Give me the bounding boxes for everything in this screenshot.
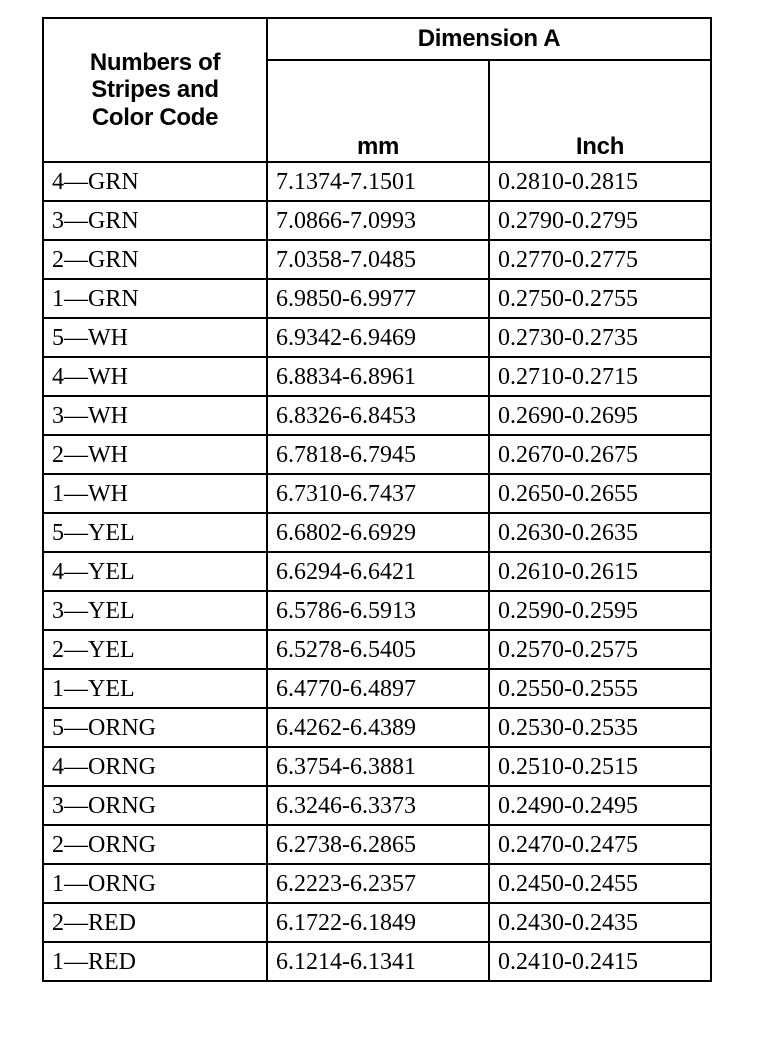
table-row xyxy=(43,903,711,942)
table-row xyxy=(43,708,711,747)
mm-value-cell: 6.3246-6.3373 xyxy=(267,786,489,825)
table-row xyxy=(43,435,711,474)
stripes-header-line-2: Stripes and xyxy=(91,76,219,104)
inch-value-cell: 0.2550-0.2555 xyxy=(489,669,711,708)
stripes-header-line-3: Color Code xyxy=(91,103,219,131)
color-code-cell: 4—ORNG xyxy=(43,747,267,786)
color-code-cell: 5—ORNG xyxy=(43,708,267,747)
inch-value-cell: 0.2630-0.2635 xyxy=(489,513,711,552)
mm-value-cell: 6.9850-6.9977 xyxy=(267,279,489,318)
color-code-cell: 2—WH xyxy=(43,435,267,474)
inch-value-cell: 0.2610-0.2615 xyxy=(489,552,711,591)
inch-value-cell: 0.2690-0.2695 xyxy=(489,396,711,435)
table-row xyxy=(43,162,711,201)
color-code-cell: 3—WH xyxy=(43,396,267,435)
header-row-group xyxy=(43,18,711,60)
mm-value-cell: 6.8834-6.8961 xyxy=(267,357,489,396)
table-row xyxy=(43,942,711,981)
color-code-cell: 1—RED xyxy=(43,942,267,981)
color-code-cell: 3—YEL xyxy=(43,591,267,630)
mm-value-cell: 6.2738-6.2865 xyxy=(267,825,489,864)
inch-value-cell: 0.2710-0.2715 xyxy=(489,357,711,396)
stripes-header-line-1: Numbers of xyxy=(89,48,221,76)
stripes-color-code-header xyxy=(43,18,267,162)
mm-value-cell: 6.3754-6.3881 xyxy=(267,747,489,786)
mm-value-cell: 6.1722-6.1849 xyxy=(267,903,489,942)
inch-value-cell: 0.2410-0.2415 xyxy=(489,942,711,981)
mm-value-cell: 6.7818-6.7945 xyxy=(267,435,489,474)
mm-value-cell: 7.1374-7.1501 xyxy=(267,162,489,201)
table-row xyxy=(43,513,711,552)
color-code-cell: 3—GRN xyxy=(43,201,267,240)
mm-header: mm xyxy=(267,60,489,162)
inch-value-cell: 0.2790-0.2795 xyxy=(489,201,711,240)
inch-value-cell: 0.2590-0.2595 xyxy=(489,591,711,630)
dimension-a-header: Dimension A xyxy=(267,18,711,60)
table-header xyxy=(43,18,711,162)
table-row xyxy=(43,747,711,786)
table-row xyxy=(43,279,711,318)
table-row xyxy=(43,240,711,279)
color-code-cell: 1—GRN xyxy=(43,279,267,318)
inch-value-cell: 0.2450-0.2455 xyxy=(489,864,711,903)
mm-value-cell: 7.0358-7.0485 xyxy=(267,240,489,279)
color-code-cell: 4—GRN xyxy=(43,162,267,201)
mm-value-cell: 6.1214-6.1341 xyxy=(267,942,489,981)
inch-value-cell: 0.2490-0.2495 xyxy=(489,786,711,825)
inch-value-cell: 0.2770-0.2775 xyxy=(489,240,711,279)
inch-value-cell: 0.2570-0.2575 xyxy=(489,630,711,669)
inch-value-cell: 0.2530-0.2535 xyxy=(489,708,711,747)
mm-value-cell: 6.6802-6.6929 xyxy=(267,513,489,552)
color-code-cell: 3—ORNG xyxy=(43,786,267,825)
mm-value-cell: 6.4262-6.4389 xyxy=(267,708,489,747)
table-row xyxy=(43,786,711,825)
inch-value-cell: 0.2470-0.2475 xyxy=(489,825,711,864)
mm-value-cell: 6.8326-6.8453 xyxy=(267,396,489,435)
color-code-cell: 2—YEL xyxy=(43,630,267,669)
mm-value-cell: 6.6294-6.6421 xyxy=(267,552,489,591)
table-row xyxy=(43,669,711,708)
inch-value-cell: 0.2810-0.2815 xyxy=(489,162,711,201)
mm-value-cell: 6.7310-6.7437 xyxy=(267,474,489,513)
mm-value-cell: 6.9342-6.9469 xyxy=(267,318,489,357)
inch-value-cell: 0.2430-0.2435 xyxy=(489,903,711,942)
table-row xyxy=(43,591,711,630)
inch-value-cell: 0.2670-0.2675 xyxy=(489,435,711,474)
mm-value-cell: 6.5786-6.5913 xyxy=(267,591,489,630)
inch-value-cell: 0.2650-0.2655 xyxy=(489,474,711,513)
table-row xyxy=(43,864,711,903)
color-code-cell: 2—ORNG xyxy=(43,825,267,864)
color-code-cell: 2—RED xyxy=(43,903,267,942)
color-code-cell: 5—WH xyxy=(43,318,267,357)
color-code-cell: 4—WH xyxy=(43,357,267,396)
mm-value-cell: 6.2223-6.2357 xyxy=(267,864,489,903)
table-row xyxy=(43,357,711,396)
color-code-cell: 1—WH xyxy=(43,474,267,513)
dimension-table xyxy=(42,17,712,982)
table-row xyxy=(43,630,711,669)
table-row xyxy=(43,552,711,591)
inch-value-cell: 0.2730-0.2735 xyxy=(489,318,711,357)
table-row xyxy=(43,825,711,864)
table-row xyxy=(43,318,711,357)
mm-value-cell: 6.4770-6.4897 xyxy=(267,669,489,708)
inch-value-cell: 0.2510-0.2515 xyxy=(489,747,711,786)
color-code-cell: 4—YEL xyxy=(43,552,267,591)
mm-value-cell: 7.0866-7.0993 xyxy=(267,201,489,240)
table-body xyxy=(43,162,711,981)
inch-header: Inch xyxy=(489,60,711,162)
inch-value-cell: 0.2750-0.2755 xyxy=(489,279,711,318)
table-row xyxy=(43,474,711,513)
color-code-cell: 5—YEL xyxy=(43,513,267,552)
color-code-cell: 1—YEL xyxy=(43,669,267,708)
color-code-cell: 2—GRN xyxy=(43,240,267,279)
table-row xyxy=(43,201,711,240)
color-code-cell: 1—ORNG xyxy=(43,864,267,903)
mm-value-cell: 6.5278-6.5405 xyxy=(267,630,489,669)
table-row xyxy=(43,396,711,435)
